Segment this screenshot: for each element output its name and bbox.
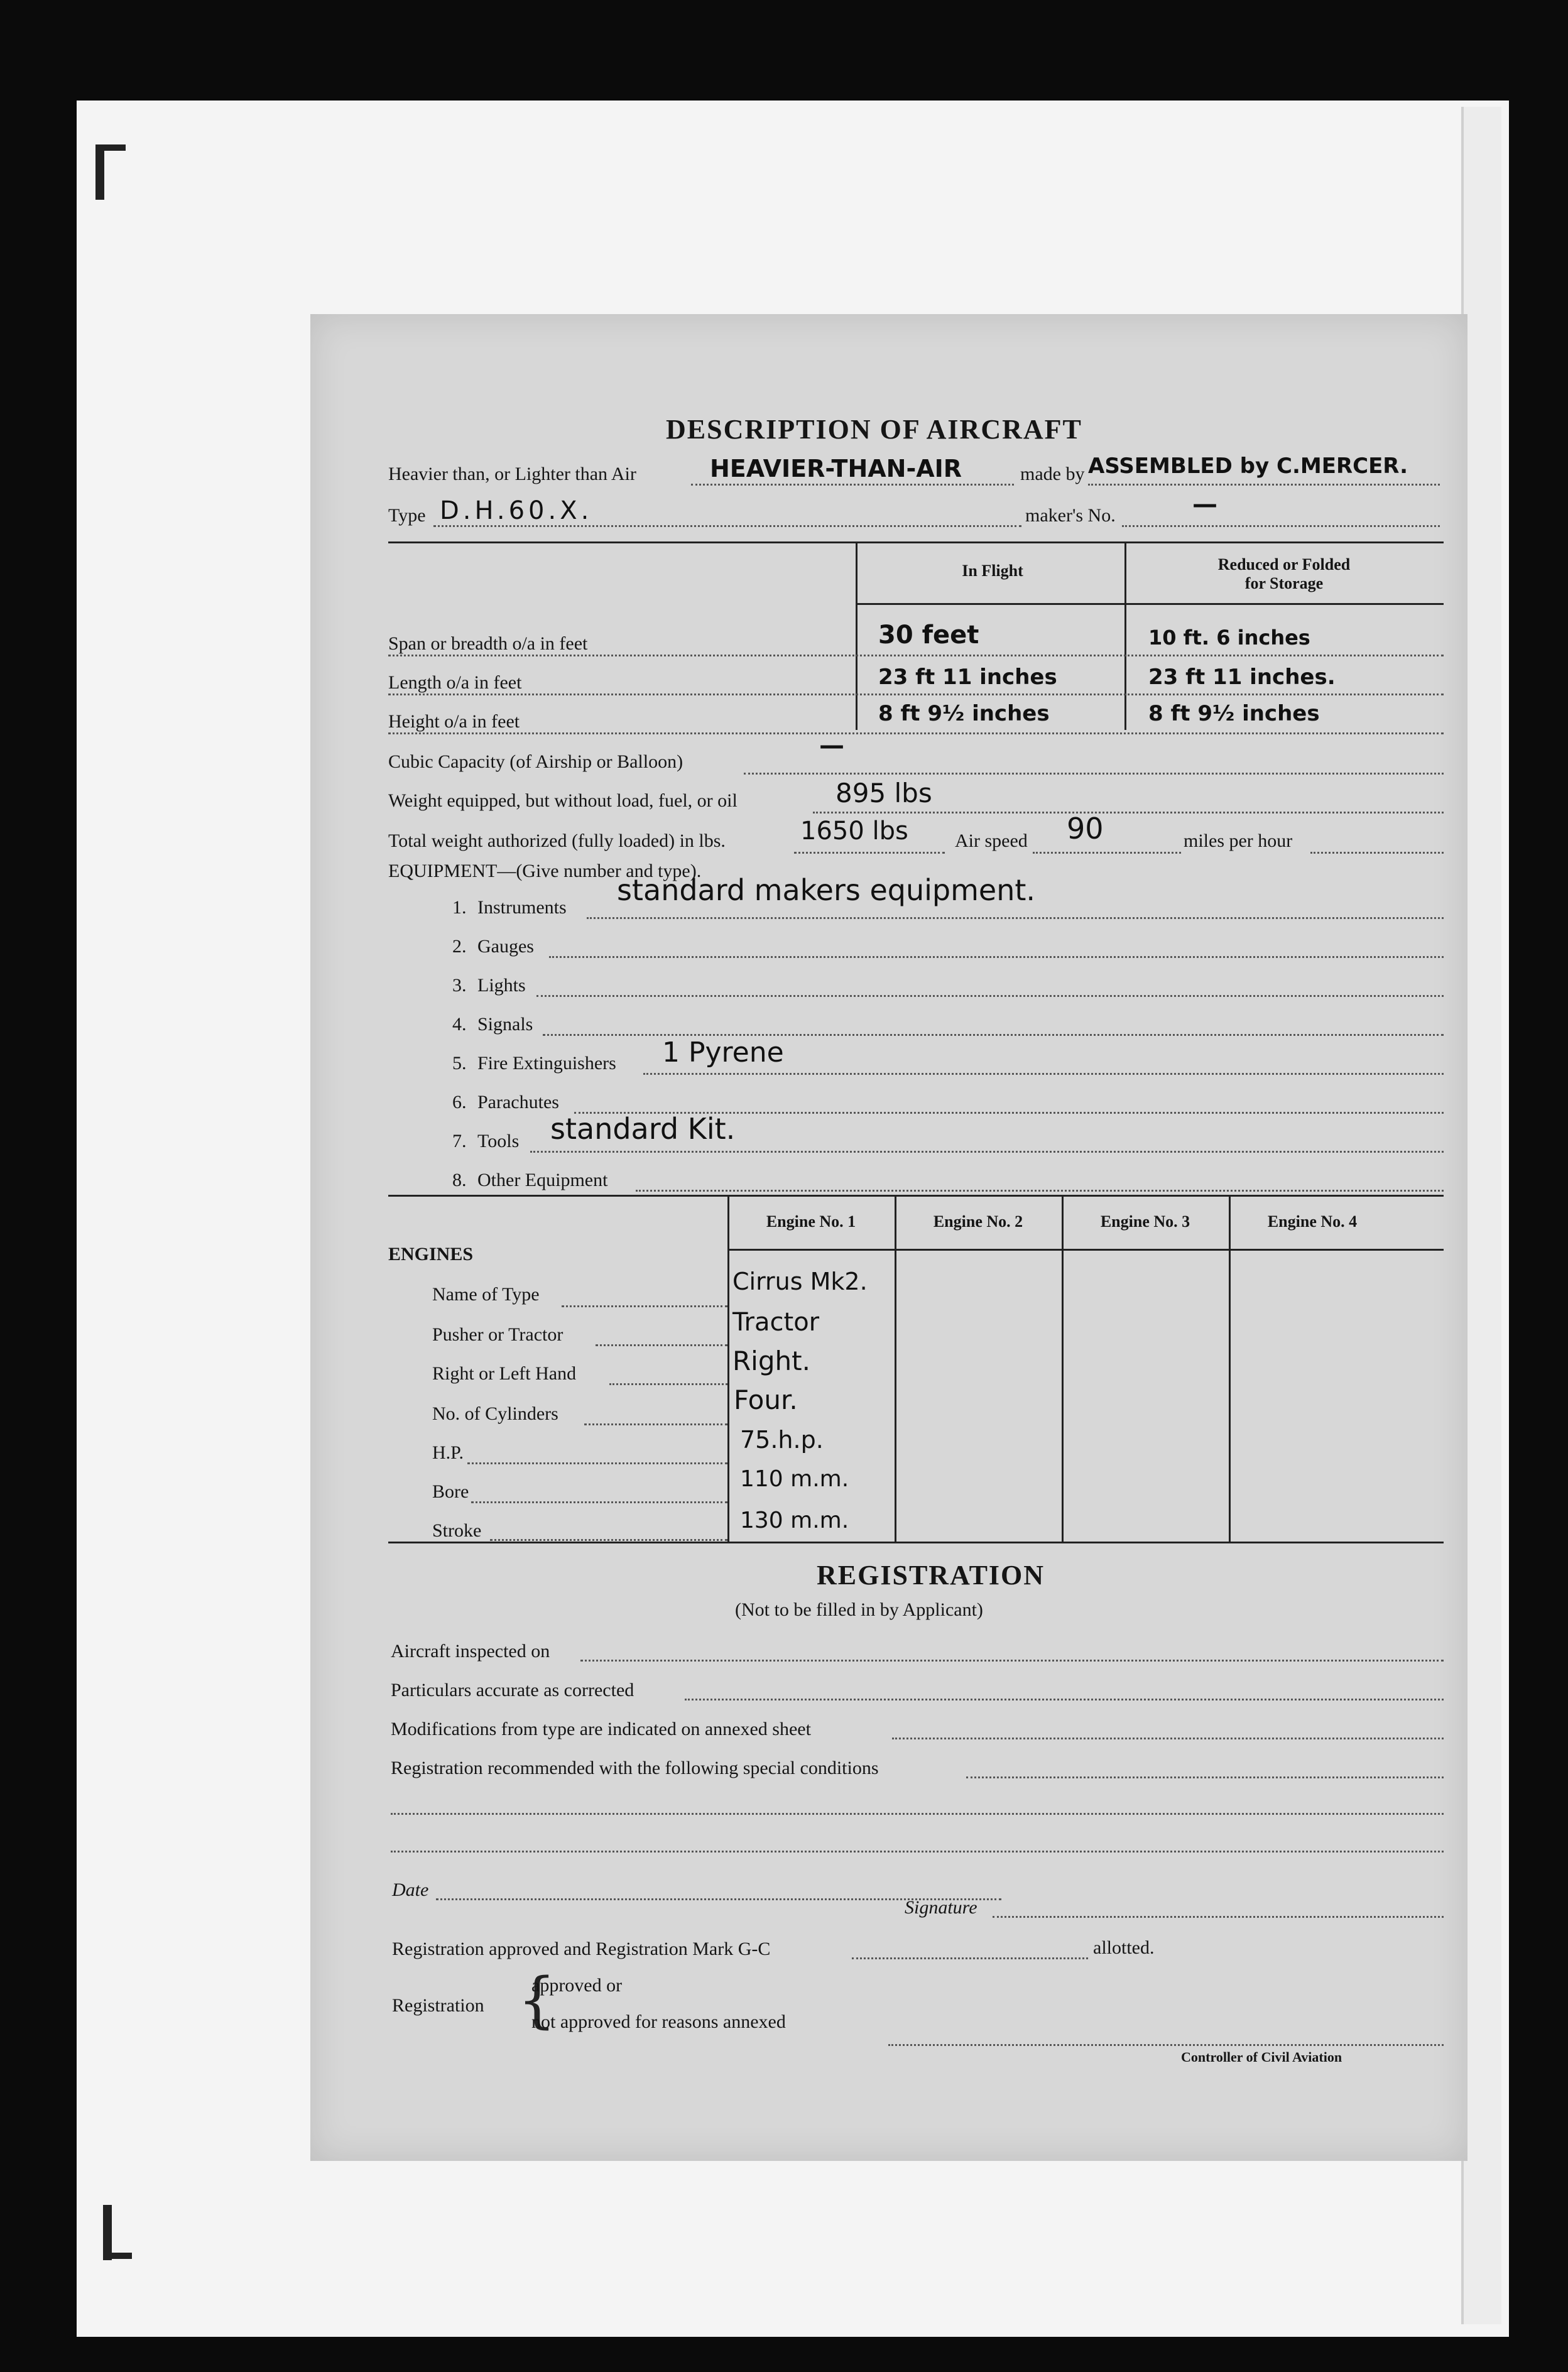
engine-row-value: 110 m.m. — [740, 1466, 849, 1492]
engine-col-header: Engine No. 1 — [766, 1212, 856, 1231]
heavier-dotline — [691, 484, 1014, 486]
heavier-value: HEAVIER-THAN-AIR — [710, 455, 962, 482]
equipment-num: 8. — [452, 1170, 467, 1190]
dim-row-reduced: 8 ft 9½ inches — [1148, 701, 1320, 726]
dim-row-label: Span or breadth o/a in feet — [388, 633, 588, 654]
equipment-dotline — [636, 1190, 1444, 1192]
cubic-value: — — [819, 731, 844, 760]
engine-row-dotline — [467, 1462, 727, 1464]
engine-col-header: Engine No. 3 — [1100, 1212, 1190, 1231]
reg-blank-dotline — [391, 1851, 1444, 1852]
engine-col-header: Engine No. 4 — [1267, 1212, 1358, 1231]
reg-approved-mark-label: Registration approved and Registration Mark G-C — [392, 1939, 771, 1959]
engine-row-value: 130 m.m. — [740, 1508, 849, 1533]
engine-row-label: Stroke — [432, 1520, 482, 1541]
dim-top-rule — [388, 541, 1444, 543]
engine-row-label: H.P. — [432, 1442, 464, 1463]
airspeed-label: Air speed — [955, 830, 1028, 851]
equipment-label: Other Equipment — [477, 1170, 608, 1190]
equipment-label: Tools — [477, 1131, 520, 1151]
registration-title: REGISTRATION — [817, 1560, 1045, 1591]
dim-row-dotline — [388, 655, 1444, 656]
engine-row-value: Cirrus Mk2. — [732, 1268, 868, 1295]
mph-label: miles per hour — [1184, 830, 1293, 851]
weight-equipped-label: Weight equipped, but without load, fuel, or oil — [388, 790, 738, 811]
reg-controller-dotline — [888, 2044, 1444, 2046]
equipment-label: Gauges — [477, 936, 534, 957]
engines-heading: ENGINES — [388, 1244, 474, 1265]
reg-signature-dotline — [993, 1916, 1444, 1918]
equipment-label: Fire Extinguishers — [477, 1053, 616, 1074]
equipment-num: 5. — [452, 1053, 467, 1074]
heavier-label: Heavier than, or Lighter than Air — [388, 464, 636, 484]
reg-inspected-label: Aircraft inspected on — [391, 1641, 550, 1662]
makers-no-value: — — [1192, 490, 1217, 519]
total-weight-label: Total weight authorized (fully loaded) in lbs. — [388, 830, 726, 851]
cubic-label: Cubic Capacity (of Airship or Balloon) — [388, 751, 683, 772]
equipment-num: 7. — [452, 1131, 467, 1151]
reg-brace-icon: { — [518, 1965, 557, 2035]
engines-bottom-rule — [388, 1542, 1444, 1543]
dim-row-reduced: 23 ft 11 inches. — [1148, 665, 1336, 690]
engine-col-divider — [1229, 1195, 1231, 1542]
equipment-dotline — [643, 1073, 1444, 1075]
equipment-num: 2. — [452, 936, 467, 957]
engines-header-rule — [727, 1249, 1444, 1251]
engine-col-divider — [727, 1195, 729, 1542]
crop-mark-bottom-arm — [103, 2253, 132, 2259]
mph-dotline — [1310, 852, 1444, 854]
equipment-dotline — [530, 1151, 1444, 1153]
engine-col-divider — [1062, 1195, 1064, 1542]
dim-col-divider-1 — [856, 541, 858, 730]
made-by-value: ASSEMBLED by C.MERCER. — [1088, 454, 1408, 479]
total-weight-dotline — [794, 852, 945, 854]
made-by-label: made by — [1020, 464, 1085, 484]
equipment-num: 1. — [452, 897, 467, 918]
reg-controller-label: Controller of Civil Aviation — [1181, 2049, 1342, 2065]
dim-row-reduced: 10 ft. 6 inches — [1148, 626, 1310, 650]
airspeed-dotline — [1033, 852, 1181, 854]
reg-modifications-label: Modifications from type are indicated on annexed sheet — [391, 1719, 811, 1739]
makers-no-dotline — [1122, 525, 1440, 527]
reg-signature-label: Signature — [905, 1897, 977, 1918]
equipment-dotline — [536, 995, 1444, 997]
engines-top-rule — [388, 1195, 1444, 1197]
airspeed-value: 90 — [1067, 812, 1104, 846]
equipment-label: Lights — [477, 975, 526, 996]
engine-row-dotline — [490, 1539, 727, 1541]
engine-row-value: Tractor — [732, 1308, 820, 1337]
engine-row-label: Pusher or Tractor — [432, 1324, 564, 1345]
reg-blank-dotline — [391, 1813, 1444, 1815]
reg-recommended-dotline — [966, 1776, 1444, 1778]
equipment-label: Signals — [477, 1014, 533, 1035]
reg-mark-dotline — [852, 1957, 1088, 1959]
equipment-heading: EQUIPMENT—(Give number and type). — [388, 861, 702, 881]
engine-row-label: Bore — [432, 1481, 469, 1502]
engine-row-dotline — [609, 1383, 727, 1385]
reg-approved-or: approved or — [531, 1975, 623, 1996]
type-value: D.H.60.X. — [440, 496, 593, 525]
dim-header-rule — [856, 603, 1444, 605]
reg-accurate-dotline — [685, 1699, 1444, 1700]
reg-date-label: Date — [392, 1880, 429, 1900]
equipment-dotline — [549, 956, 1444, 958]
equipment-value: standard Kit. — [550, 1112, 736, 1146]
engine-row-value: Right. — [732, 1346, 810, 1376]
engine-row-dotline — [562, 1305, 727, 1307]
crop-mark-top — [95, 144, 104, 200]
engine-row-dotline — [584, 1423, 727, 1425]
makers-no-label: maker's No. — [1025, 505, 1116, 526]
reg-modifications-dotline — [892, 1738, 1444, 1739]
type-dotline — [433, 525, 1021, 527]
engine-row-label: Name of Type — [432, 1284, 540, 1305]
dim-row-dotline — [388, 694, 1444, 695]
weight-equipped-dotline — [813, 812, 1444, 813]
dim-row-in-flight: 23 ft 11 inches — [878, 665, 1057, 690]
engine-row-label: Right or Left Hand — [432, 1363, 577, 1384]
engine-col-header: Engine No. 2 — [933, 1212, 1023, 1231]
engine-row-value: Four. — [734, 1385, 798, 1415]
equipment-label: Parachutes — [477, 1092, 559, 1113]
engine-row-dotline — [596, 1344, 727, 1346]
weight-equipped-value: 895 lbs — [836, 778, 932, 808]
crop-mark-bottom — [103, 2205, 112, 2260]
reg-recommended-label: Registration recommended with the following special conditions — [391, 1758, 879, 1778]
engine-col-divider — [895, 1195, 896, 1542]
reg-inspected-dotline — [580, 1660, 1444, 1662]
equipment-num: 6. — [452, 1092, 467, 1113]
form-title: DESCRIPTION OF AIRCRAFT — [666, 414, 1082, 445]
registration-subtitle: (Not to be filled in by Applicant) — [735, 1599, 983, 1620]
type-label: Type — [388, 505, 426, 526]
dim-row-label: Length o/a in feet — [388, 672, 522, 693]
dim-row-dotline — [388, 732, 1444, 734]
dim-row-in-flight: 30 feet — [878, 621, 979, 650]
form-sheet — [310, 314, 1467, 2161]
equipment-dotline — [543, 1034, 1444, 1036]
cubic-dotline — [744, 773, 1444, 775]
made-by-dotline — [1088, 484, 1440, 486]
total-weight-value: 1650 lbs — [800, 817, 908, 846]
equipment-num: 3. — [452, 975, 467, 996]
dim-col-reduced-1: Reduced or Folded — [1217, 555, 1351, 574]
equipment-label: Instruments — [477, 897, 567, 918]
engine-row-label: No. of Cylinders — [432, 1403, 558, 1424]
dim-col-reduced-2: for Storage — [1244, 574, 1324, 592]
equipment-value: standard makers equipment. — [617, 873, 1036, 907]
reg-not-approved: not approved for reasons annexed — [531, 2011, 786, 2032]
equipment-value: 1 Pyrene — [662, 1036, 784, 1069]
dim-row-label: Height o/a in feet — [388, 711, 520, 732]
equipment-num: 4. — [452, 1014, 467, 1035]
dim-col-divider-2 — [1124, 541, 1126, 730]
dim-row-in-flight: 8 ft 9½ inches — [878, 701, 1050, 726]
reg-allotted-label: allotted. — [1093, 1937, 1155, 1958]
equipment-dotline — [587, 917, 1444, 919]
engine-row-value: 75.h.p. — [740, 1426, 824, 1454]
crop-mark-top-arm — [95, 144, 126, 151]
dim-col-in-flight: In Flight — [962, 562, 1023, 580]
reg-accurate-label: Particulars accurate as corrected — [391, 1680, 634, 1700]
engine-row-dotline — [471, 1501, 727, 1503]
reg-registration-label: Registration — [392, 1995, 484, 2016]
